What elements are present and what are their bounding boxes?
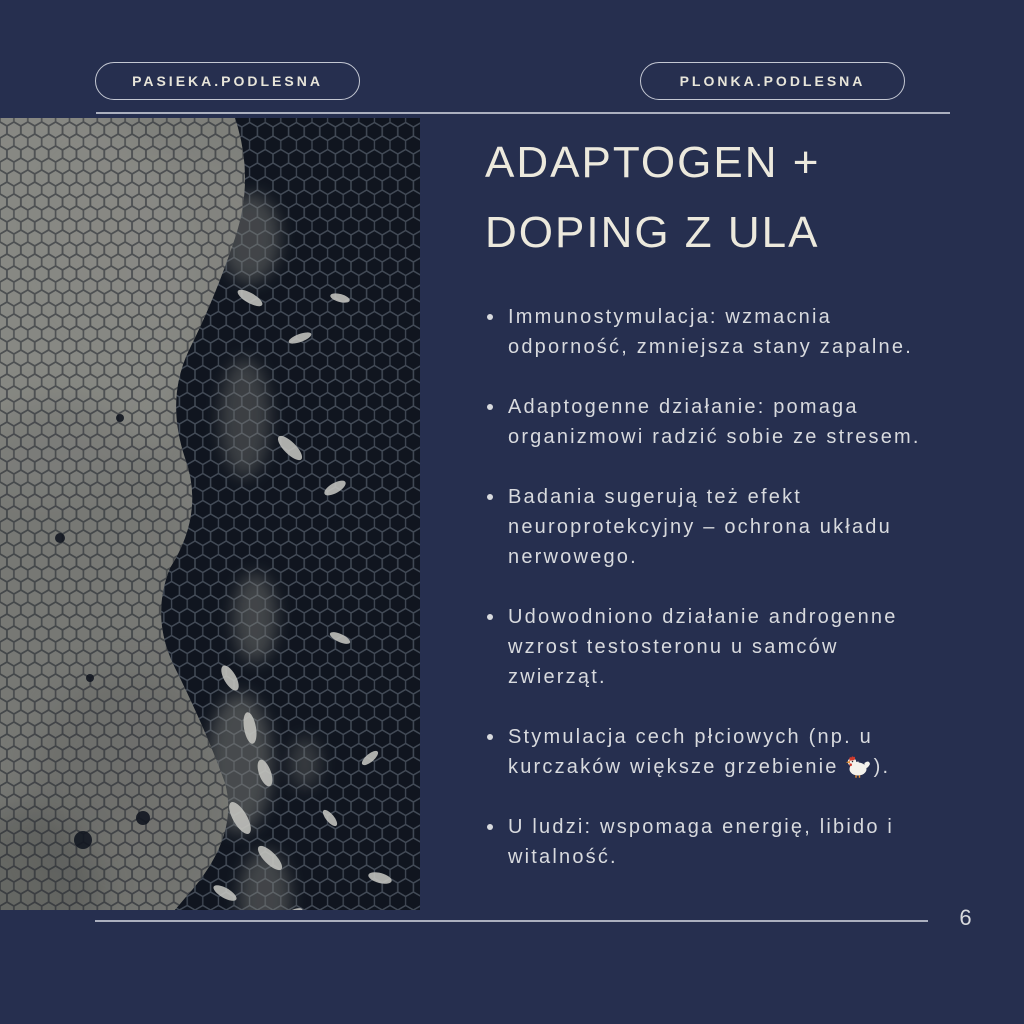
photo-navy-tint: [0, 118, 420, 910]
main-content: [485, 128, 975, 902]
badge-plonka-podlesna[interactable]: [640, 62, 905, 100]
honeycomb-photo-graphic: [0, 118, 420, 910]
list-item-humans: U ludzi: wspomaga energię, libido i witalność.: [485, 812, 975, 872]
bullet-dot: [487, 734, 493, 740]
list-item-neuroprotective: Badania sugerują też efekt neuroprotekcyjny – ochrona układu nerwowego.: [485, 482, 975, 572]
title-line-2: DOPING Z ULA: [485, 208, 820, 257]
bullet-dot: [487, 494, 493, 500]
list-item-androgenic: Udowodniono działanie androgenne wzrost testosteronu u samców zwierząt.: [485, 602, 975, 692]
badge-pasieka-podlesna[interactable]: [95, 62, 360, 100]
bullet-dot: [487, 404, 493, 410]
top-divider: [96, 112, 950, 114]
page-number: 6: [959, 905, 973, 930]
honeycomb-photo: [0, 118, 420, 910]
list-item-sexual-traits: Stymulacja cech płciowych (np. u kurczaków większe grzebienie ).: [485, 722, 975, 782]
chicken-icon: [845, 754, 871, 778]
bullet-dot: [487, 824, 493, 830]
list-item-immunostimulation: Immunostymulacja: wzmacnia odporność, zmniejsza stany zapalne.: [485, 302, 975, 362]
bullet-dot: [487, 314, 493, 320]
bullet-dot: [487, 614, 493, 620]
line-with-chicken: kurczaków większe grzebienie ).: [508, 756, 891, 778]
page-title: [485, 128, 975, 268]
title-line-1: ADAPTOGEN +: [485, 138, 821, 187]
bullet-list: [485, 302, 975, 872]
bottom-divider: [95, 920, 928, 922]
list-item-adaptogenic: Adaptogenne działanie: pomaga organizmowi radzić sobie ze stresem.: [485, 392, 975, 452]
badge-label: PASIEKA.PODLESNA: [132, 73, 323, 89]
badge-label: PLONKA.PODLESNA: [679, 73, 866, 89]
